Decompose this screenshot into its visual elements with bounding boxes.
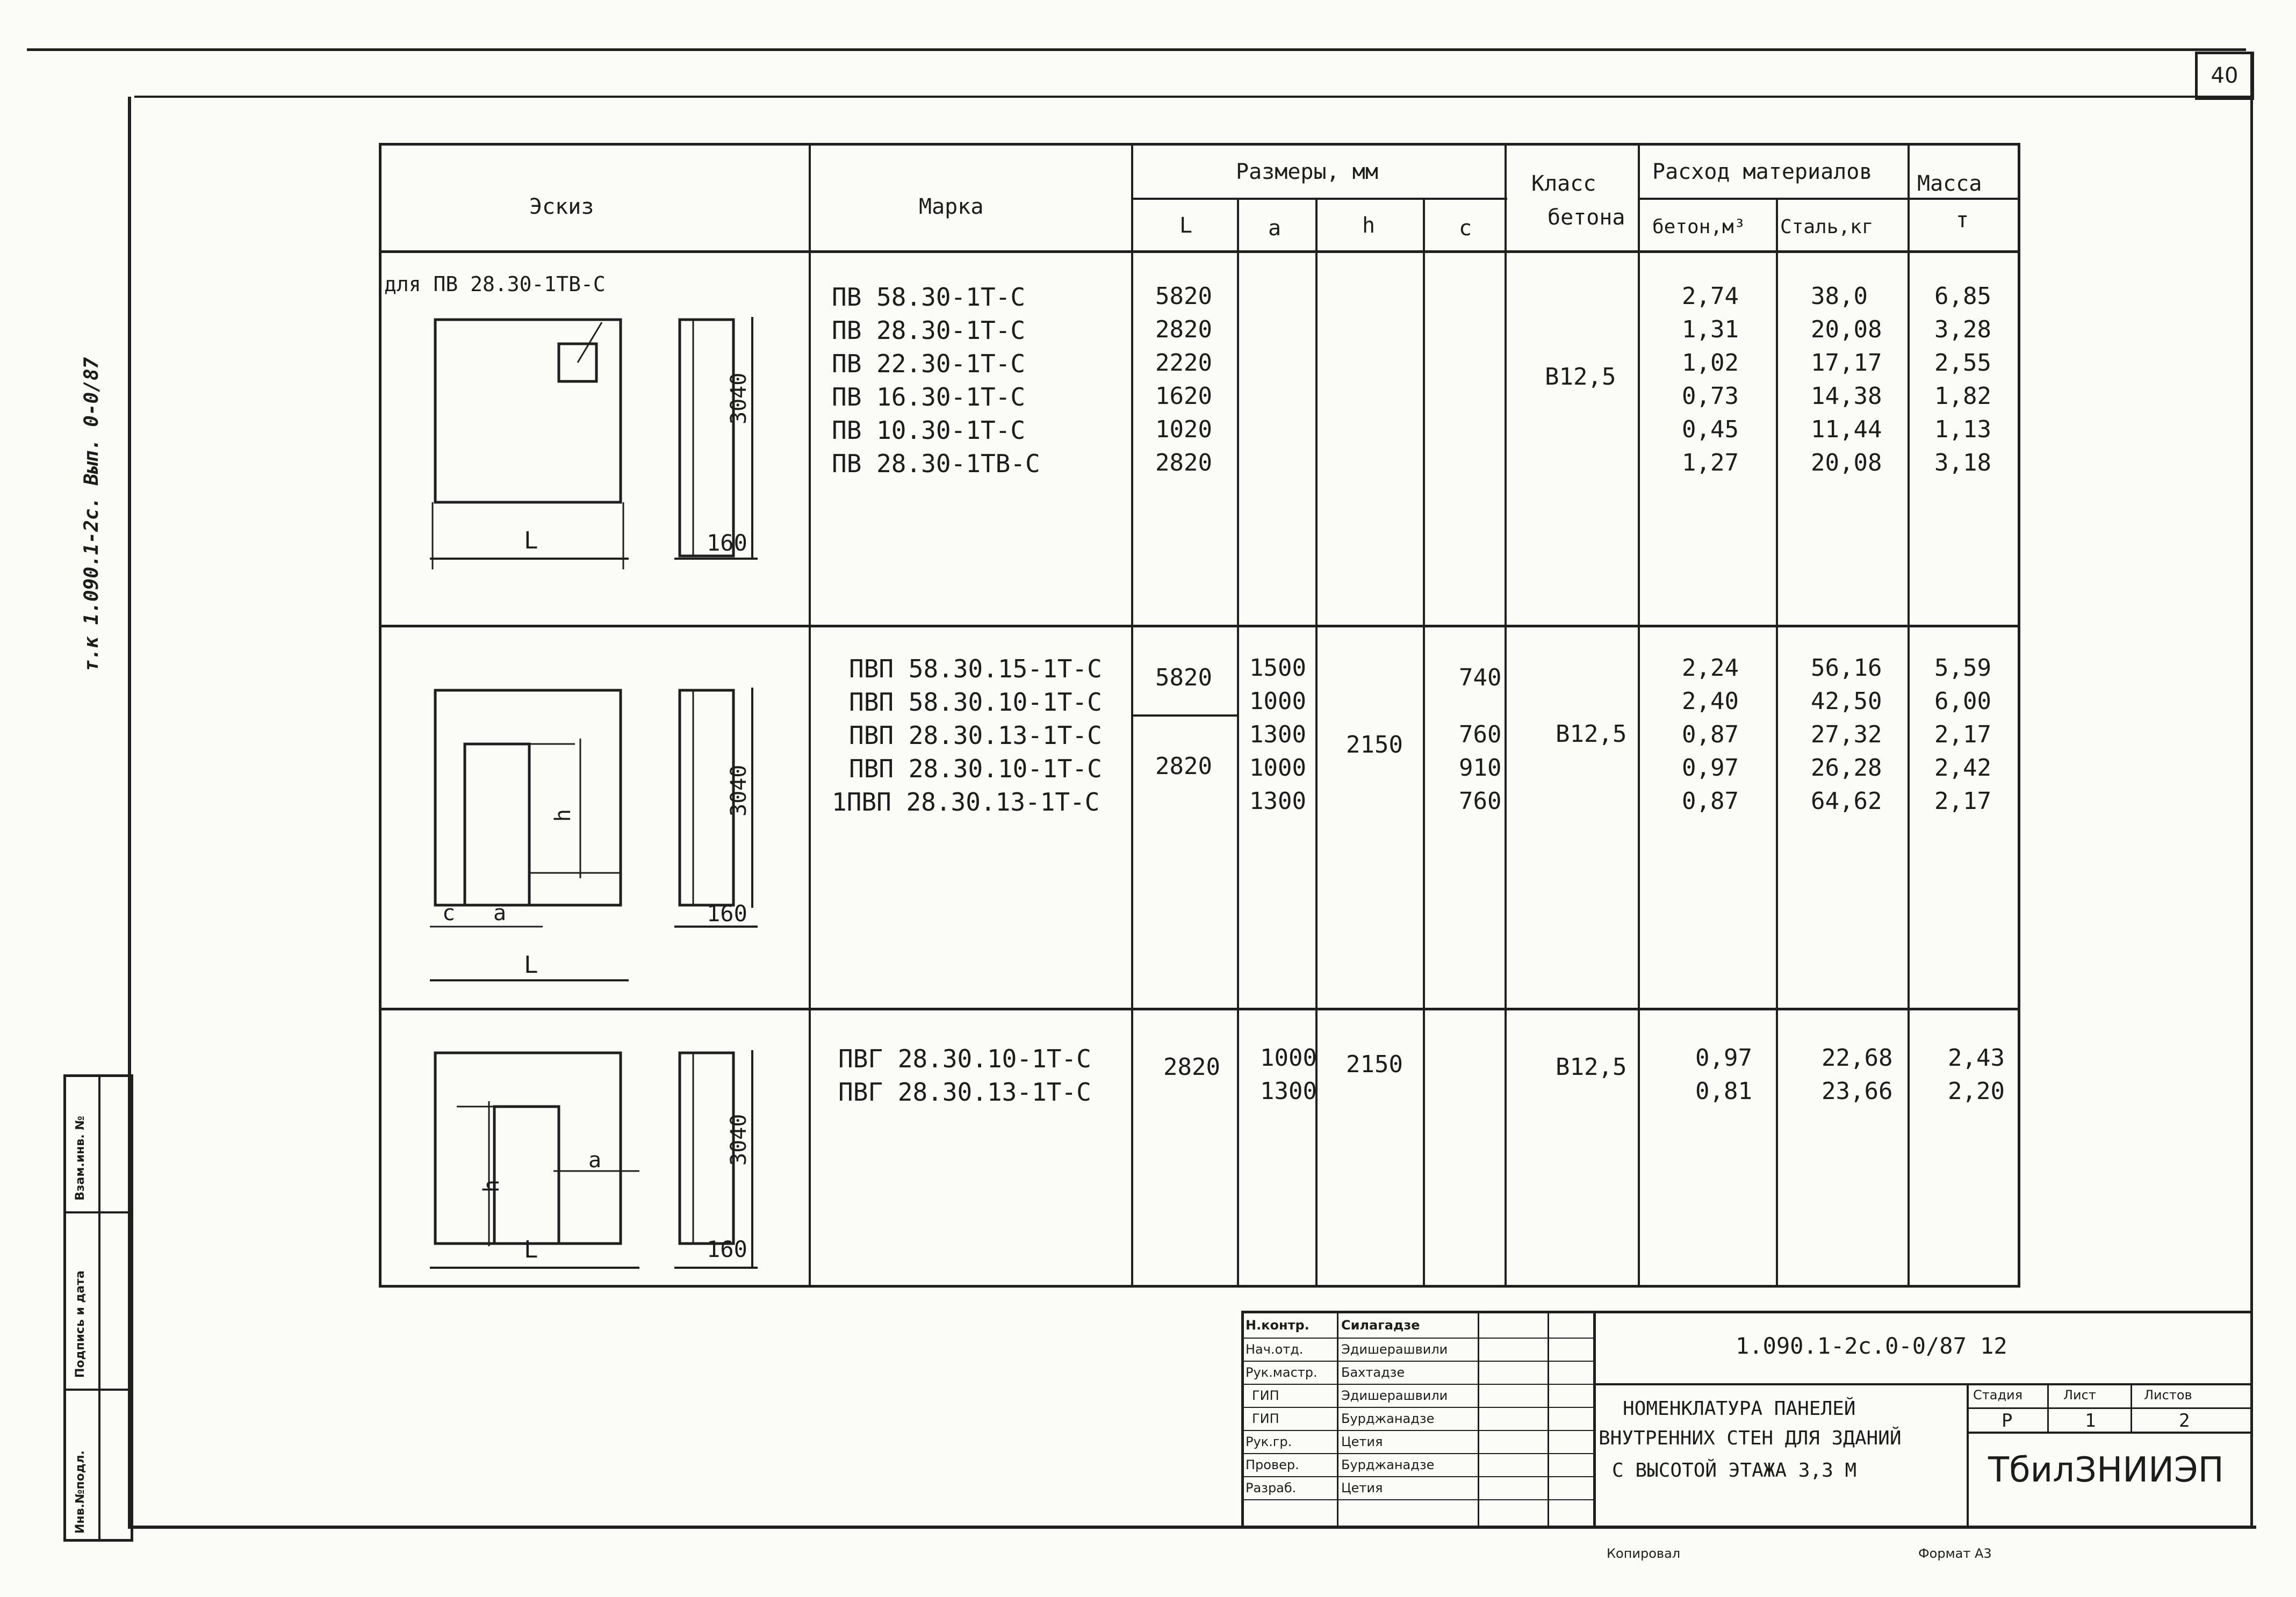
- concrete-cell: 0,87: [1682, 787, 1739, 815]
- stamp-label-2: Подпись и дата: [74, 1270, 87, 1378]
- mass-cell: 2,42: [1934, 754, 1991, 782]
- group2-dim-thickness: 160: [707, 900, 747, 927]
- steel-cell: 20,08: [1811, 449, 1882, 476]
- tb-name-7: Бурджанадзе: [1341, 1457, 1435, 1472]
- group2-h: 2150: [1346, 731, 1403, 758]
- c-cell: 910: [1459, 754, 1502, 782]
- tb-name-6: Цетия: [1341, 1434, 1383, 1449]
- left-stamp: [63, 1074, 133, 1542]
- stamp-divider: [98, 1077, 100, 1539]
- tb-role-1: Н.контр.: [1246, 1318, 1309, 1333]
- tb-name-8: Цетия: [1341, 1480, 1383, 1495]
- mass-cell: 1,82: [1934, 382, 1991, 410]
- steel-cell: 23,66: [1822, 1078, 1893, 1105]
- tb-row-line: [1241, 1499, 1593, 1500]
- header-mark: Марка: [919, 194, 984, 219]
- mass-cell: 2,55: [1934, 349, 1991, 377]
- group2-concrete-class: В12,5: [1556, 720, 1627, 748]
- steel-cell: 27,32: [1811, 721, 1882, 748]
- tb-name-4: Эдишерашвили: [1341, 1388, 1448, 1403]
- tb-col-sign: [1478, 1311, 1479, 1526]
- L-cell: 2220: [1155, 349, 1212, 377]
- tb-role-5: ГИП: [1252, 1411, 1279, 1426]
- header-materials: Расход материалов: [1652, 160, 1873, 184]
- sizes-subheader-line: [1131, 198, 1507, 200]
- group-separator-2: [379, 1008, 2020, 1010]
- steel-cell: 22,68: [1822, 1044, 1893, 1072]
- mass-cell: 2,43: [1948, 1044, 2005, 1072]
- mark-cell: ПВ 22.30-1Т-С: [832, 349, 1026, 378]
- col-sketch-mark: [809, 143, 811, 1287]
- L-cell: 2820: [1155, 449, 1212, 476]
- group2-dim-L: L: [524, 951, 538, 979]
- concrete-cell: 0,97: [1682, 754, 1739, 782]
- concrete-cell: 0,73: [1682, 382, 1739, 410]
- tb-document-code: 1.090.1-2с.0-0/87 12: [1736, 1333, 2007, 1359]
- mark-cell: ПВП 58.30.15-1Т-С: [849, 654, 1102, 683]
- steel-cell: 11,44: [1811, 416, 1882, 443]
- steel-cell: 14,38: [1811, 382, 1882, 410]
- concrete-cell: 0,97: [1695, 1044, 1752, 1072]
- header-h: h: [1362, 213, 1376, 238]
- group1-dim-thickness: 160: [707, 530, 747, 556]
- group3-dim-a: a: [588, 1148, 602, 1173]
- mark-cell: ПВ 10.30-1Т-С: [832, 416, 1026, 445]
- tb-stage-left: [1967, 1383, 1969, 1526]
- table-left: [379, 143, 382, 1287]
- col-h-c: [1423, 199, 1425, 1287]
- concrete-cell: 2,74: [1682, 283, 1739, 310]
- col-steel-mass: [1908, 143, 1910, 1287]
- header-class-2: бетона: [1548, 205, 1625, 230]
- mark-cell: ПВП 58.30.10-1Т-С: [849, 688, 1102, 717]
- group1-sketch-note: для ПВ 28.30-1ТВ-С: [384, 272, 606, 296]
- stamp-label-1: Взам.инв. №: [74, 1116, 87, 1201]
- concrete-cell: 1,31: [1682, 316, 1739, 343]
- group2-L-split: [1131, 714, 1239, 717]
- mark-cell: 1ПВП 28.30.13-1Т-С: [832, 787, 1100, 816]
- group1-concrete-class: В12,5: [1545, 363, 1616, 391]
- group1-dim-height: 3040: [726, 372, 751, 424]
- col-a-h: [1315, 199, 1318, 1287]
- group1-dim-L: L: [524, 527, 538, 554]
- L-cell: 1020: [1155, 416, 1212, 443]
- side-note-container: [81, 349, 103, 698]
- mark-cell: ПВ 28.30-1Т-С: [832, 316, 1026, 345]
- tb-role-3: Рук.мастр.: [1246, 1365, 1318, 1380]
- concrete-cell: 2,24: [1682, 654, 1739, 682]
- header-a: a: [1268, 216, 1282, 241]
- c-cell: 760: [1459, 721, 1502, 748]
- materials-subheader-line: [1638, 198, 1909, 200]
- header-sketch: Эскиз: [529, 194, 594, 219]
- mark-cell: ПВГ 28.30.13-1Т-С: [838, 1078, 1091, 1107]
- tb-stage-col1: [2047, 1383, 2049, 1433]
- group2-L-2: 2820: [1155, 753, 1212, 780]
- concrete-cell: 1,02: [1682, 349, 1739, 377]
- concrete-cell: 2,40: [1682, 688, 1739, 715]
- tb-left: [1241, 1311, 1244, 1526]
- footer-copied: Копировал: [1607, 1546, 1681, 1561]
- col-class-concrete: [1638, 143, 1640, 1287]
- tb-name-1: Силагадзе: [1341, 1318, 1420, 1333]
- group-separator-1: [379, 625, 2020, 627]
- mark-cell: ПВ 28.30-1ТВ-С: [832, 449, 1040, 478]
- tb-stage-col2: [2131, 1383, 2132, 1433]
- mark-cell: ПВ 16.30-1Т-С: [832, 382, 1026, 411]
- tb-title-line-3: С ВЫСОТОЙ ЭТАЖА 3,3 М: [1612, 1459, 1857, 1482]
- header-mass-1: Масса: [1917, 171, 1982, 196]
- mass-cell: 2,17: [1934, 787, 1991, 815]
- tb-row-line: [1241, 1407, 1593, 1408]
- group3-concrete-class: В12,5: [1556, 1053, 1627, 1081]
- tb-row-line: [1241, 1430, 1593, 1431]
- steel-cell: 64,62: [1811, 787, 1882, 815]
- tb-code-bottom: [1593, 1383, 2251, 1385]
- L-cell: 1620: [1155, 382, 1212, 410]
- tb-sheet-label: Лист: [2063, 1388, 2096, 1403]
- group3-dim-h: h: [479, 1179, 504, 1193]
- tb-stage-label: Стадия: [1973, 1388, 2023, 1403]
- mass-cell: 1,13: [1934, 416, 1991, 443]
- mark-cell: ПВГ 28.30.10-1Т-С: [838, 1044, 1091, 1073]
- a-cell: 1500: [1249, 654, 1306, 682]
- group3-dim-thickness: 160: [707, 1236, 747, 1262]
- tb-title-line-1: НОМЕНКЛАТУРА ПАНЕЛЕЙ: [1623, 1398, 1856, 1420]
- col-c-class: [1505, 143, 1507, 1287]
- tb-row-line: [1241, 1361, 1593, 1362]
- header-c: c: [1459, 216, 1472, 241]
- mark-cell: ПВП 28.30.13-1Т-С: [849, 721, 1102, 750]
- header-mass-2: т: [1956, 208, 1969, 233]
- mass-subheader-line: [1908, 198, 2020, 200]
- tb-name-3: Бахтадзе: [1341, 1365, 1405, 1380]
- page-number: 40: [2195, 52, 2254, 100]
- tb-role-4: ГИП: [1252, 1388, 1279, 1403]
- col-concrete-steel: [1776, 199, 1778, 1287]
- a-cell: 1300: [1249, 721, 1306, 748]
- concrete-cell: 0,45: [1682, 416, 1739, 443]
- tb-row-line: [1241, 1338, 1593, 1339]
- tb-role-7: Провер.: [1246, 1457, 1299, 1472]
- footer-format: Формат А3: [1918, 1546, 1992, 1561]
- tb-organization: ТбилЗНИИЭП: [1988, 1450, 2224, 1490]
- table-right: [2018, 143, 2020, 1287]
- group2-dim-c: c: [442, 901, 456, 926]
- steel-cell: 17,17: [1811, 349, 1882, 377]
- header-steel: Сталь,кг: [1780, 216, 1874, 238]
- a-cell: 1000: [1249, 688, 1306, 715]
- tb-col-date: [1548, 1311, 1549, 1526]
- tb-row-line: [1241, 1384, 1593, 1385]
- concrete-cell: 0,87: [1682, 721, 1739, 748]
- tb-stage-value: Р: [2002, 1410, 2013, 1432]
- table-header-bottom: [379, 250, 2020, 253]
- tb-top: [1241, 1311, 2251, 1313]
- tb-sheets-label: Листов: [2144, 1388, 2192, 1403]
- group2-dim-height: 3040: [726, 764, 751, 816]
- top-border: [27, 48, 2246, 51]
- steel-cell: 56,16: [1811, 654, 1882, 682]
- steel-cell: 20,08: [1811, 316, 1882, 343]
- mass-cell: 6,85: [1934, 283, 1991, 310]
- stamp-row-line: [66, 1211, 131, 1213]
- tb-row-line: [1241, 1453, 1593, 1454]
- tb-col-main: [1593, 1311, 1596, 1526]
- header-class-1: Класс: [1531, 171, 1596, 196]
- tb-role-2: Нач.отд.: [1246, 1342, 1304, 1357]
- group2-dim-h: h: [551, 808, 575, 822]
- steel-cell: 42,50: [1811, 688, 1882, 715]
- side-note: т.к 1.090.1-2с. Вып. 0-0/87: [81, 357, 103, 671]
- L-cell: 2820: [1155, 316, 1212, 343]
- tb-role-8: Разраб.: [1246, 1480, 1297, 1495]
- mass-cell: 2,20: [1948, 1078, 2005, 1105]
- stamp-label-3: Инв.№подл.: [74, 1450, 87, 1534]
- a-cell: 1300: [1260, 1078, 1317, 1105]
- tb-row-line: [1241, 1476, 1593, 1477]
- header-concrete: бетон,м³: [1652, 216, 1746, 238]
- group3-L: 2820: [1163, 1053, 1220, 1081]
- tb-col-names: [1337, 1311, 1338, 1526]
- mark-cell: ПВ 58.30-1Т-С: [832, 283, 1026, 312]
- a-cell: 1000: [1260, 1044, 1317, 1072]
- mass-cell: 2,17: [1934, 721, 1991, 748]
- group2-sketch: [414, 666, 790, 988]
- group3-dim-height: 3040: [726, 1114, 751, 1166]
- header-sizes: Размеры, мм: [1236, 160, 1378, 184]
- steel-cell: 26,28: [1811, 754, 1882, 782]
- c-cell: 760: [1459, 787, 1502, 815]
- col-L-a: [1237, 199, 1239, 1287]
- L-cell: 5820: [1155, 283, 1212, 310]
- tb-name-2: Эдишерашвили: [1341, 1342, 1448, 1357]
- tb-name-5: Бурджанадзе: [1341, 1411, 1435, 1426]
- tb-title-line-2: ВНУТРЕННИХ СТЕН ДЛЯ ЗДАНИЙ: [1599, 1427, 1902, 1449]
- group3-dim-L: L: [524, 1236, 538, 1263]
- mark-cell: ПВП 28.30.10-1Т-С: [849, 754, 1102, 783]
- c-cell: 740: [1459, 664, 1502, 691]
- a-cell: 1000: [1249, 754, 1306, 782]
- a-cell: 1300: [1249, 787, 1306, 815]
- tb-stage-row2: [1967, 1432, 2251, 1434]
- stamp-row-line: [66, 1389, 131, 1391]
- group2-L-1: 5820: [1155, 664, 1212, 691]
- table-top: [379, 143, 2020, 146]
- mass-cell: 5,59: [1934, 654, 1991, 682]
- tb-sheets-value: 2: [2179, 1410, 2190, 1432]
- mass-cell: 3,18: [1934, 449, 1991, 476]
- mass-cell: 3,28: [1934, 316, 1991, 343]
- tb-sheet-value: 1: [2085, 1410, 2096, 1432]
- concrete-cell: 0,81: [1695, 1078, 1752, 1105]
- group3-h: 2150: [1346, 1051, 1403, 1078]
- header-L: L: [1179, 213, 1193, 238]
- concrete-cell: 1,27: [1682, 449, 1739, 476]
- tb-role-6: Рук.гр.: [1246, 1434, 1292, 1449]
- steel-cell: 38,0: [1811, 283, 1868, 310]
- tb-stage-row: [1967, 1407, 2251, 1409]
- group2-dim-a: a: [493, 901, 507, 926]
- mass-cell: 6,00: [1934, 688, 1991, 715]
